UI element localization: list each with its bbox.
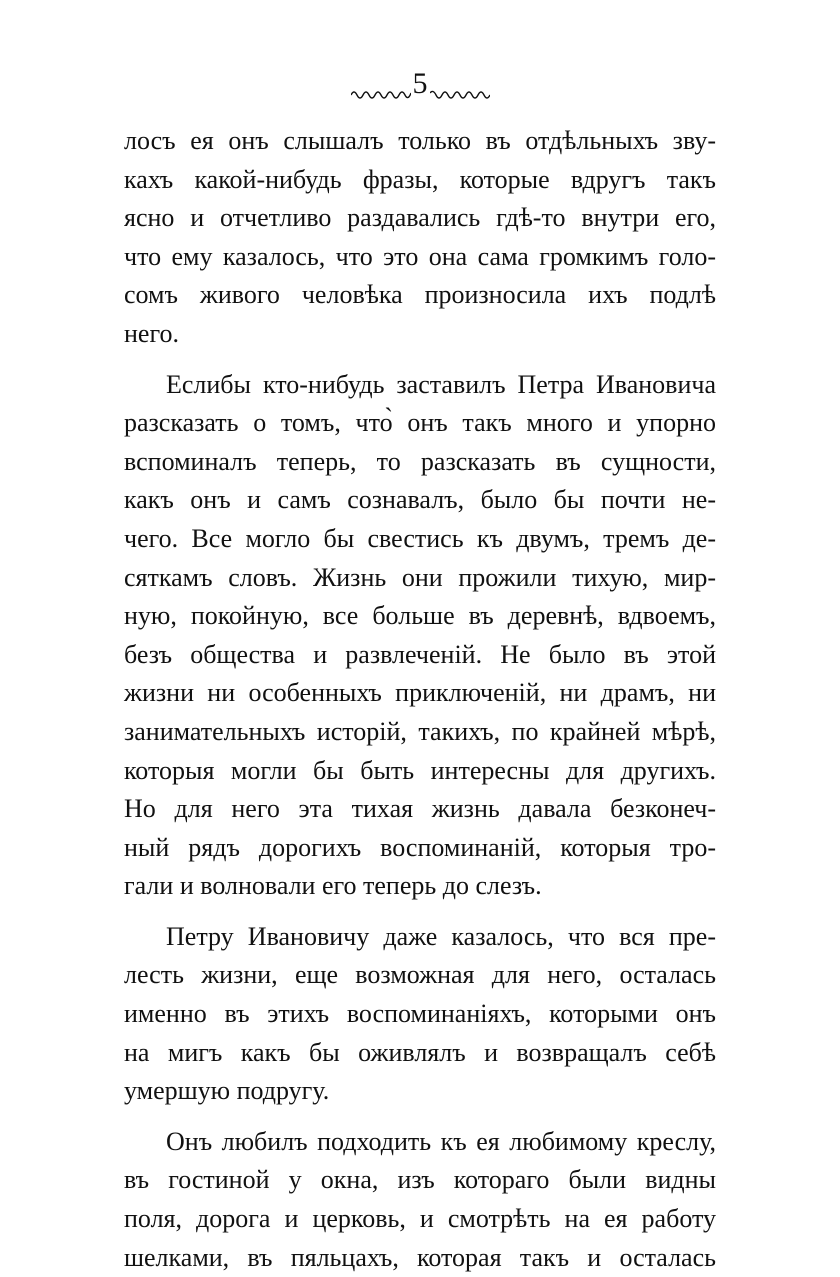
text-line: него.	[124, 318, 179, 348]
page-number: 5	[412, 67, 428, 100]
paragraph	[124, 122, 716, 354]
wave-ornament-left-icon	[351, 86, 411, 100]
text-line: чего. Все могло бы свестись къ двумъ, тремъ де-	[124, 523, 716, 553]
text-line: какъ онъ и самъ сознавалъ, было бы почти не-	[124, 485, 716, 515]
text-line: сомъ живого человѣка произносила ихъ подлѣ	[124, 280, 716, 310]
text-line: что ему казалось, что это она сама громкимъ голо-	[124, 241, 716, 271]
text-line: поля, дорога и церковь, и смотрѣть на ея работу	[124, 1204, 716, 1234]
paragraph	[124, 366, 716, 906]
text-line: лосъ ея онъ слышалъ только въ отдѣльныхъ зву-	[124, 126, 716, 155]
page-header	[0, 68, 840, 108]
text-line: занимательныхъ исторій, такихъ, по крайней мѣрѣ,	[124, 716, 716, 746]
wave-ornament-right-icon	[430, 86, 490, 100]
text-line: разсказать о томъ, что̀ онъ такъ много и упорно	[124, 408, 716, 438]
paragraph	[124, 918, 716, 1111]
text-line: именно въ этихъ воспоминаніяхъ, которыми онъ	[124, 999, 716, 1029]
text-line: которыя могли бы быть интересны для другихъ.	[124, 755, 716, 785]
text-line: ясно и отчетливо раздавались гдѣ-то внутри его,	[124, 203, 716, 233]
text-line: ную, покойную, все больше въ деревнѣ, вдвоемъ,	[124, 601, 716, 631]
text-line: Еслибы кто-нибудь заставилъ Петра Ивановича	[166, 369, 716, 399]
body-text	[124, 122, 716, 1277]
text-line: лесть жизни, еще возможная для него, осталась	[124, 960, 716, 990]
text-line: кахъ какой-нибудь фразы, которые вдругъ такъ	[124, 164, 716, 194]
text-line: на мигъ какъ бы оживлялъ и возвращалъ себѣ	[124, 1037, 716, 1067]
text-line: жизни ни особенныхъ приключеній, ни драмъ, ни	[124, 678, 716, 708]
text-line: шелками, въ пяльцахъ, которая такъ и осталась	[124, 1242, 716, 1272]
paragraph	[124, 1123, 716, 1277]
text-line: Но для него эта тихая жизнь давала безконеч-	[124, 794, 716, 824]
text-line: сяткамъ словъ. Жизнь они прожили тихую, мир-	[124, 562, 716, 592]
text-line: ный рядъ дорогихъ воспоминаній, которыя тро-	[124, 832, 716, 862]
text-line: вспоминалъ теперь, то разсказать въ сущности,	[124, 446, 716, 476]
text-line: гали и волновали его теперь до слезъ.	[124, 871, 542, 901]
text-line: Петру Ивановичу даже казалось, что вся пре-	[166, 921, 716, 951]
text-line: Онъ любилъ подходить къ ея любимому креслу,	[166, 1126, 716, 1156]
text-line: безъ общества и развлеченій. Не было въ этой	[124, 639, 716, 669]
text-line: умершую подругу.	[124, 1076, 330, 1106]
text-line: въ гостиной у окна, изъ котораго были видны	[124, 1165, 716, 1195]
